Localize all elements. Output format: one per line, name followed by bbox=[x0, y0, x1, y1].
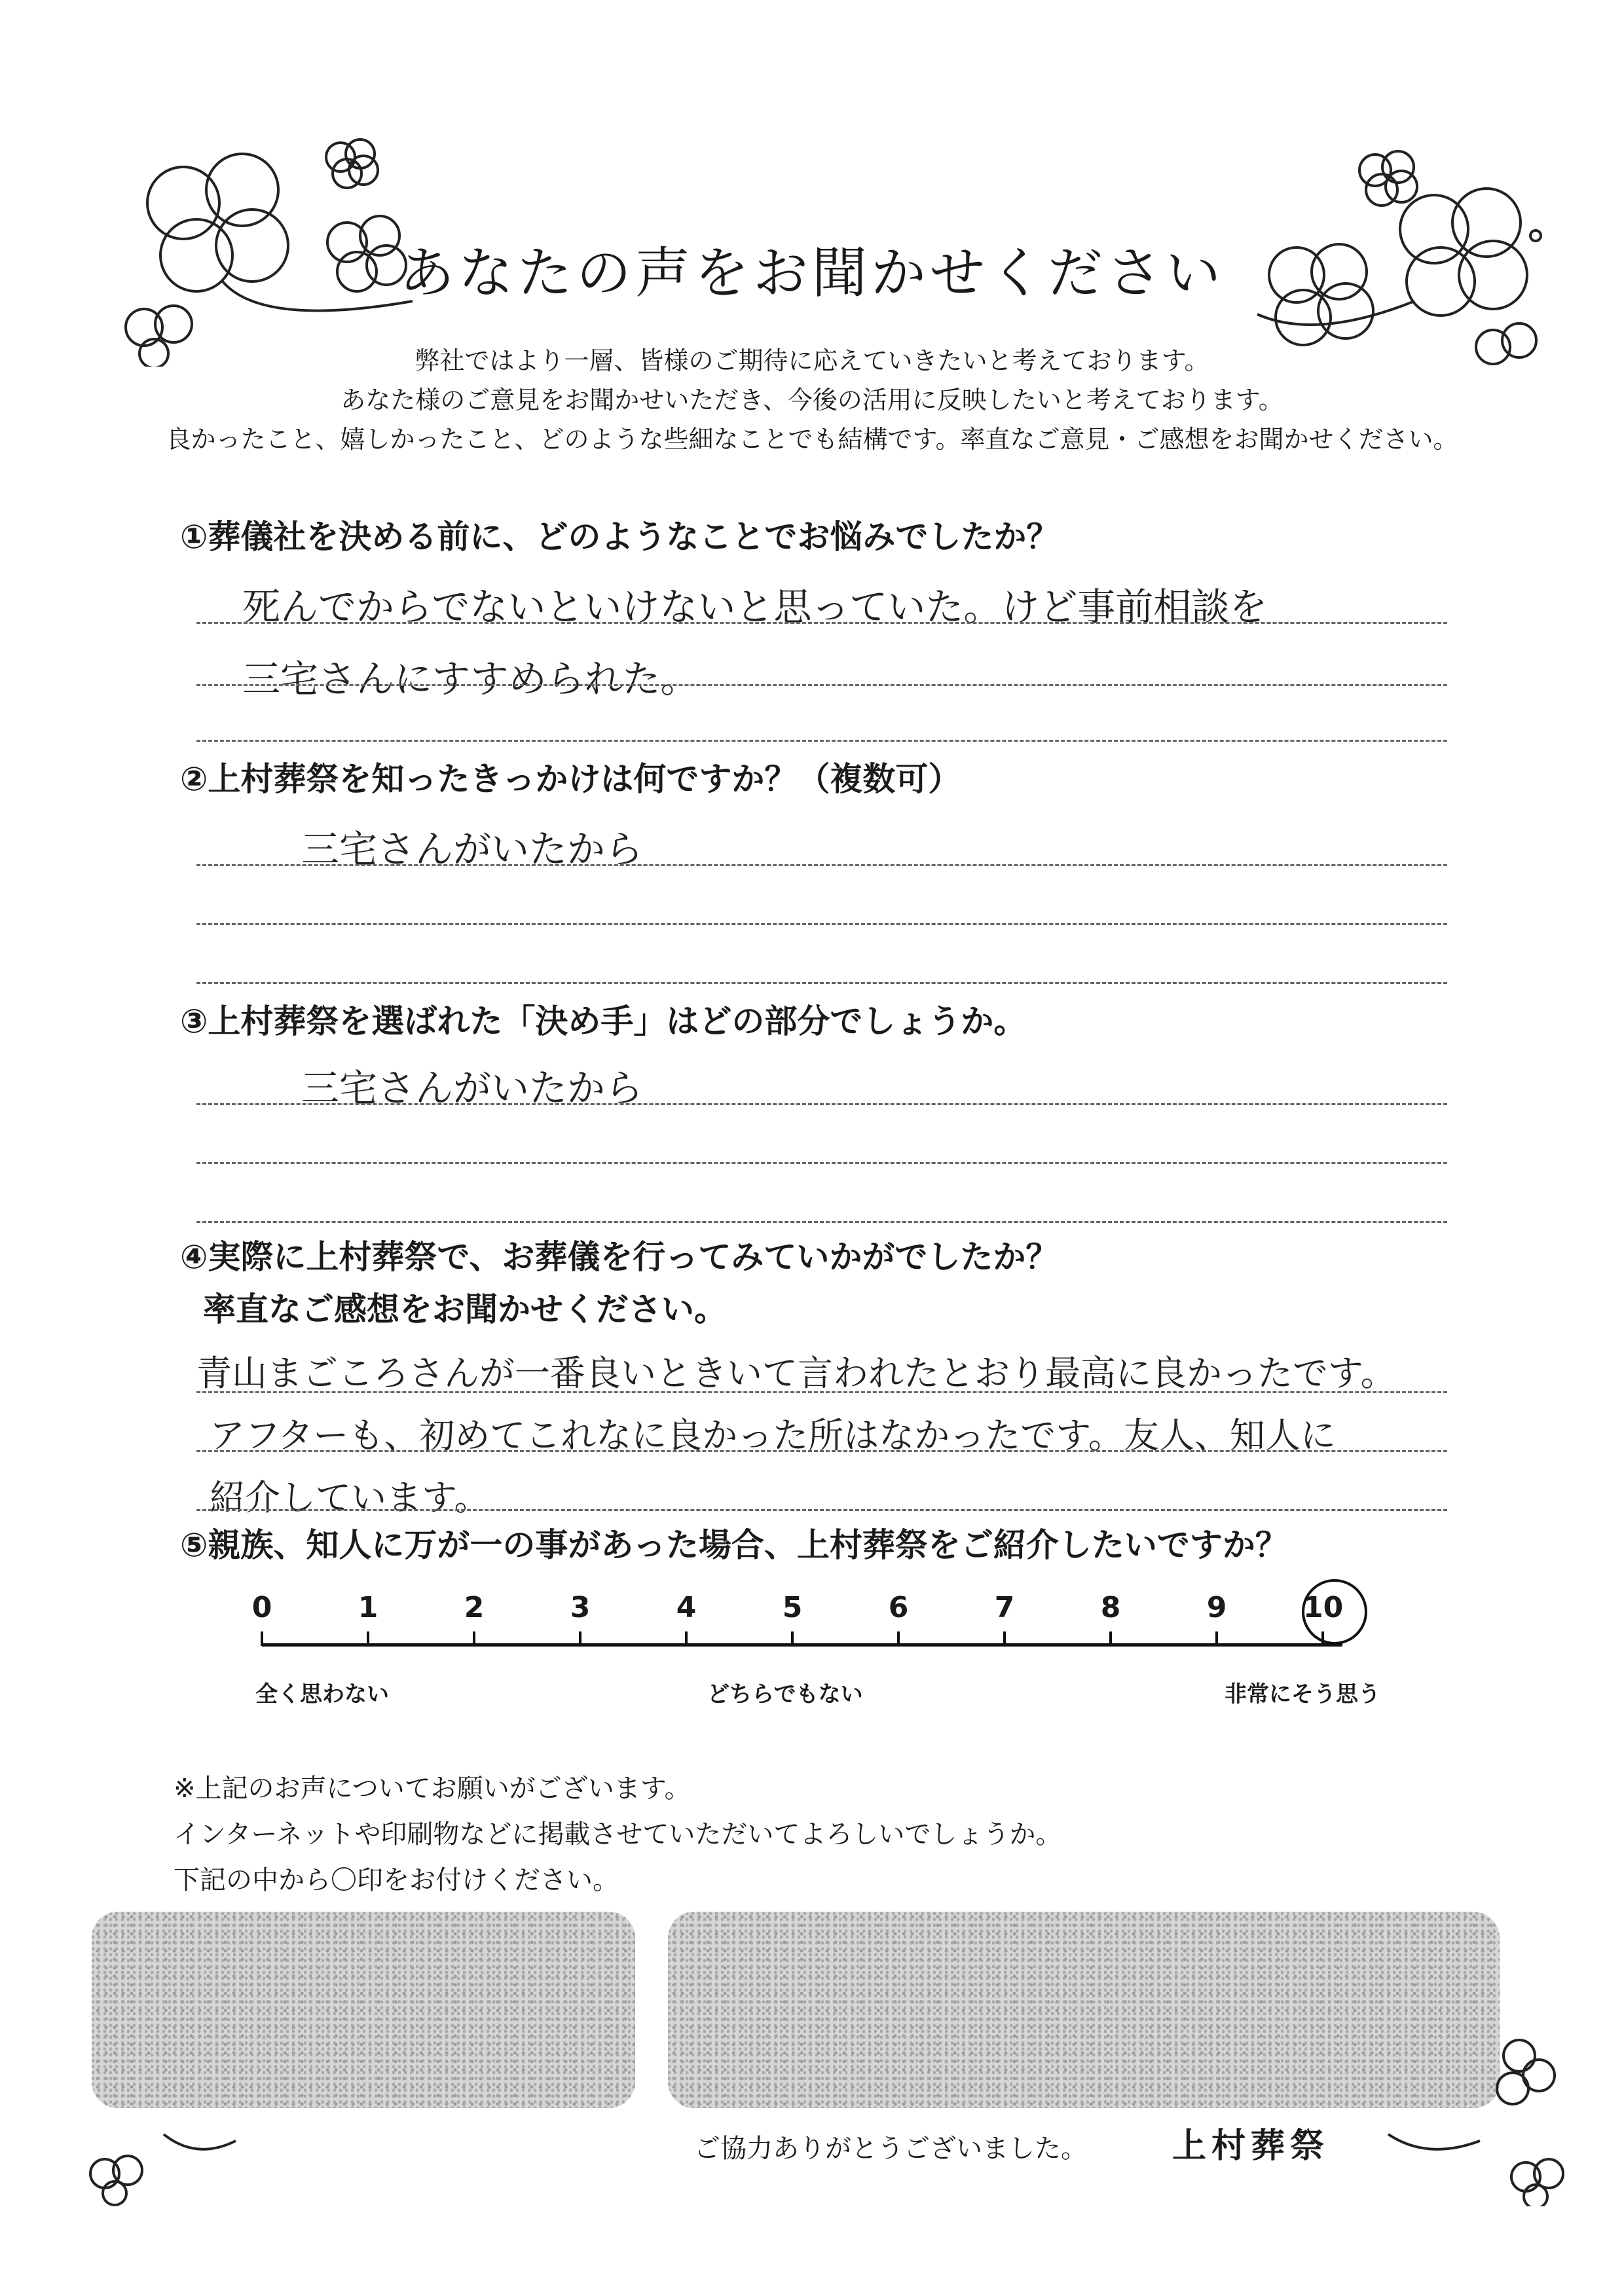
note-line-1: ※上記のお声についてお願いがございます。 bbox=[174, 1774, 691, 1804]
scale-tick bbox=[1109, 1631, 1112, 1646]
note-line-2: インターネットや印刷物などに掲載させていただいてよろしいでしょうか。 bbox=[174, 1819, 1062, 1850]
answer-rule bbox=[196, 1450, 1447, 1452]
intro-line-3: 良かったこと、嬉しかったこと、どのような些細なことでも結構です。率直なご意見・ご感想をお聞かせください。 bbox=[166, 425, 1458, 454]
clover-decoration-bottom-right bbox=[1375, 2016, 1572, 2206]
scale-number-3[interactable]: 3 bbox=[570, 1591, 591, 1624]
scale-number-9[interactable]: 9 bbox=[1206, 1591, 1227, 1624]
scale-tick bbox=[473, 1631, 475, 1646]
question-4-sublabel: 率直なご感想をお聞かせください。 bbox=[203, 1290, 727, 1328]
question-1-answer-line-2: 三宅さんにすすめられた。 bbox=[242, 657, 699, 701]
scale-tick bbox=[897, 1631, 900, 1646]
scale-number-10[interactable]: 10 bbox=[1303, 1591, 1344, 1624]
scale-label-middle: どちらでもない bbox=[707, 1681, 863, 1707]
question-4-answer-line-3: 紹介しています。 bbox=[210, 1477, 490, 1518]
answer-rule bbox=[196, 1391, 1447, 1393]
question-2-answer: 三宅さんがいたから bbox=[301, 827, 644, 871]
question-5-label: ⑤親族、知人に万が一の事があった場合、上村葬祭をご紹介したいですか？ bbox=[180, 1526, 1288, 1564]
question-1-label: ①葬儀社を決める前に、どのようなことでお悩みでしたか？ bbox=[180, 518, 1060, 556]
brand-name: 上村葬祭 bbox=[1172, 2126, 1330, 2166]
clover-decoration-bottom-left bbox=[65, 2095, 262, 2206]
question-4-answer-line-2: アフターも、初めてこれなに良かった所はなかったです。友人、知人に bbox=[210, 1415, 1336, 1456]
intro-line-2: あなた様のご意見をお聞かせいただき、今後の活用に反映したいと考えております。 bbox=[341, 386, 1283, 414]
scale-number-7[interactable]: 7 bbox=[994, 1591, 1015, 1624]
scale-number-6[interactable]: 6 bbox=[888, 1591, 909, 1624]
answer-rule bbox=[196, 923, 1447, 925]
question-3-answer: 三宅さんがいたから bbox=[301, 1066, 644, 1110]
scale-line bbox=[262, 1643, 1342, 1647]
scale-tick bbox=[367, 1631, 369, 1646]
answer-rule bbox=[196, 622, 1447, 624]
rating-scale bbox=[242, 1584, 1408, 1741]
answer-rule bbox=[196, 982, 1447, 984]
scale-tick bbox=[579, 1631, 581, 1646]
scale-number-0[interactable]: 0 bbox=[251, 1591, 272, 1624]
scale-number-2[interactable]: 2 bbox=[464, 1591, 485, 1624]
scale-tick bbox=[261, 1631, 263, 1646]
question-3-label: ③上村葬祭を選ばれた「決め手」はどの部分でしょうか。 bbox=[180, 1002, 1027, 1040]
scale-number-1[interactable]: 1 bbox=[358, 1591, 378, 1624]
scale-tick bbox=[685, 1631, 688, 1646]
scale-number-8[interactable]: 8 bbox=[1100, 1591, 1121, 1624]
scale-tick bbox=[1215, 1631, 1218, 1646]
question-1-answer-line-1: 死んでからでないといけないと思っていた。けど事前相談を bbox=[242, 585, 1268, 629]
question-2-label: ②上村葬祭を知ったきっかけは何ですか？（複数可） bbox=[180, 760, 961, 798]
redacted-area-left bbox=[92, 1912, 635, 2108]
question-4-answer-line-1: 青山まごころさんが一番良いときいて言われたとおり最高に良かったです。 bbox=[196, 1353, 1396, 1394]
scale-number-4[interactable]: 4 bbox=[676, 1591, 697, 1624]
scale-tick bbox=[1003, 1631, 1006, 1646]
question-4-label: ④実際に上村葬祭で、お葬儀を行ってみていかがでしたか？ bbox=[180, 1238, 1059, 1276]
thanks-message: ご協力ありがとうございました。 bbox=[694, 2134, 1087, 2164]
answer-rule bbox=[196, 864, 1447, 866]
scale-tick bbox=[791, 1631, 794, 1646]
answer-rule bbox=[196, 1221, 1447, 1223]
scale-number-5[interactable]: 5 bbox=[782, 1591, 803, 1624]
answer-rule bbox=[196, 1509, 1447, 1511]
scale-label-left: 全く思わない bbox=[255, 1681, 389, 1707]
answer-rule bbox=[196, 1162, 1447, 1164]
answer-rule bbox=[196, 684, 1447, 686]
note-line-3: 下記の中から〇印をお付けください。 bbox=[174, 1865, 619, 1895]
answer-rule bbox=[196, 740, 1447, 742]
page-title: あなたの声をお聞かせください bbox=[399, 241, 1225, 305]
intro-line-1: 弊社ではより一層、皆様のご期待に応えていきたいと考えております。 bbox=[415, 346, 1209, 375]
answer-rule bbox=[196, 1103, 1447, 1105]
selected-circle bbox=[1302, 1579, 1367, 1645]
scale-label-right: 非常にそう思う bbox=[1225, 1681, 1380, 1707]
